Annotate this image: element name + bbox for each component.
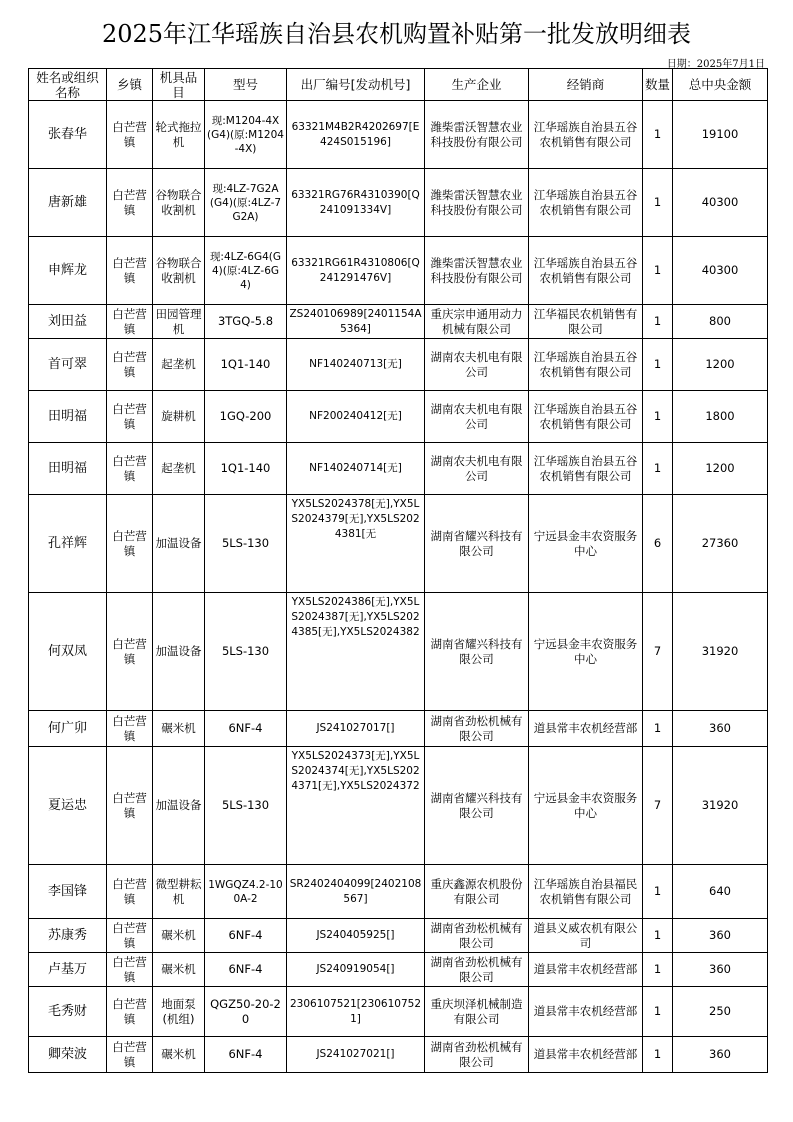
cell-dealer: 道县常丰农机经营部 <box>529 711 643 747</box>
table-row <box>29 169 768 237</box>
cell-name: 卢基万 <box>29 953 107 987</box>
cell-amount: 360 <box>673 919 768 953</box>
cell-town: 白芒营镇 <box>107 101 153 169</box>
cell-model: 1Q1-140 <box>205 339 287 391</box>
cell-qty: 1 <box>643 953 673 987</box>
cell-dealer: 江华瑶族自治县五谷农机销售有限公司 <box>529 101 643 169</box>
cell-qty: 1 <box>643 711 673 747</box>
cell-name: 申辉龙 <box>29 237 107 305</box>
cell-name: 张春华 <box>29 101 107 169</box>
cell-serial: YX5LS2024386[无],YX5LS2024387[无],YX5LS2024385[无],YX5LS2024382 <box>287 593 425 711</box>
cell-town: 白芒营镇 <box>107 237 153 305</box>
cell-amount: 360 <box>673 711 768 747</box>
cell-name: 刘田益 <box>29 305 107 339</box>
cell-model: 6NF-4 <box>205 1037 287 1073</box>
cell-dealer: 道县义威农机有限公司 <box>529 919 643 953</box>
cell-name: 孔祥辉 <box>29 495 107 593</box>
cell-item: 谷物联合收割机 <box>153 169 205 237</box>
cell-dealer: 宁远县金丰农资服务中心 <box>529 747 643 865</box>
cell-model: QGZ50-20-20 <box>205 987 287 1037</box>
cell-qty: 1 <box>643 339 673 391</box>
cell-name: 田明福 <box>29 443 107 495</box>
table-row <box>29 987 768 1037</box>
cell-serial: JS241027021[] <box>287 1037 425 1073</box>
cell-qty: 1 <box>643 987 673 1037</box>
cell-serial: NF140240714[无] <box>287 443 425 495</box>
cell-name: 毛秀财 <box>29 987 107 1037</box>
cell-item: 谷物联合收割机 <box>153 237 205 305</box>
cell-name: 卿荣波 <box>29 1037 107 1073</box>
header-name: 姓名或组织名称 <box>29 69 107 101</box>
cell-qty: 7 <box>643 747 673 865</box>
cell-amount: 1200 <box>673 443 768 495</box>
cell-dealer: 江华瑶族自治县五谷农机销售有限公司 <box>529 169 643 237</box>
cell-town: 白芒营镇 <box>107 305 153 339</box>
cell-amount: 31920 <box>673 747 768 865</box>
cell-serial: YX5LS2024373[无],YX5LS2024374[无],YX5LS2024371[无],YX5LS2024372 <box>287 747 425 865</box>
cell-serial: JS241027017[] <box>287 711 425 747</box>
cell-maker: 潍柴雷沃智慧农业科技股份有限公司 <box>425 237 529 305</box>
table-row <box>29 747 768 865</box>
cell-maker: 潍柴雷沃智慧农业科技股份有限公司 <box>425 169 529 237</box>
cell-maker: 潍柴雷沃智慧农业科技股份有限公司 <box>425 101 529 169</box>
cell-maker: 重庆坝泽机械制造有限公司 <box>425 987 529 1037</box>
cell-item: 地面泵(机组) <box>153 987 205 1037</box>
cell-serial: 63321M4B2R4202697[E424S015196] <box>287 101 425 169</box>
cell-town: 白芒营镇 <box>107 339 153 391</box>
cell-model: 3TGQ-5.8 <box>205 305 287 339</box>
cell-dealer: 宁远县金丰农资服务中心 <box>529 593 643 711</box>
cell-town: 白芒营镇 <box>107 747 153 865</box>
table-row <box>29 865 768 919</box>
table-row <box>29 495 768 593</box>
cell-model: 6NF-4 <box>205 919 287 953</box>
cell-model: 6NF-4 <box>205 711 287 747</box>
cell-qty: 1 <box>643 919 673 953</box>
cell-serial: ZS240106989[2401154A5364] <box>287 305 425 339</box>
cell-model: 5LS-130 <box>205 593 287 711</box>
header-model: 型号 <box>205 69 287 101</box>
cell-amount: 40300 <box>673 169 768 237</box>
cell-dealer: 江华福民农机销售有限公司 <box>529 305 643 339</box>
cell-amount: 800 <box>673 305 768 339</box>
cell-maker: 湖南农夫机电有限公司 <box>425 391 529 443</box>
cell-dealer: 江华瑶族自治县五谷农机销售有限公司 <box>529 391 643 443</box>
header-town: 乡镇 <box>107 69 153 101</box>
cell-maker: 湖南省耀兴科技有限公司 <box>425 747 529 865</box>
cell-amount: 40300 <box>673 237 768 305</box>
header-amount: 总中央金额 <box>673 69 768 101</box>
table-row <box>29 711 768 747</box>
cell-item: 碾米机 <box>153 953 205 987</box>
cell-maker: 湖南省劲松机械有限公司 <box>425 711 529 747</box>
table-row <box>29 593 768 711</box>
cell-amount: 27360 <box>673 495 768 593</box>
cell-town: 白芒营镇 <box>107 169 153 237</box>
cell-qty: 1 <box>643 443 673 495</box>
cell-maker: 湖南省耀兴科技有限公司 <box>425 593 529 711</box>
cell-serial: SR2402404099[2402108567] <box>287 865 425 919</box>
cell-model: 6NF-4 <box>205 953 287 987</box>
cell-qty: 1 <box>643 101 673 169</box>
cell-name: 首可翠 <box>29 339 107 391</box>
cell-amount: 1800 <box>673 391 768 443</box>
table-row <box>29 919 768 953</box>
cell-dealer: 道县常丰农机经营部 <box>529 953 643 987</box>
table-row <box>29 339 768 391</box>
cell-town: 白芒营镇 <box>107 443 153 495</box>
cell-dealer: 道县常丰农机经营部 <box>529 987 643 1037</box>
cell-item: 碾米机 <box>153 1037 205 1073</box>
cell-serial: NF200240412[无] <box>287 391 425 443</box>
cell-serial: JS240405925[] <box>287 919 425 953</box>
cell-maker: 湖南省劲松机械有限公司 <box>425 953 529 987</box>
cell-serial: YX5LS2024378[无],YX5LS2024379[无],YX5LS2024381[无 <box>287 495 425 593</box>
cell-item: 加温设备 <box>153 495 205 593</box>
cell-model: 5LS-130 <box>205 747 287 865</box>
cell-item: 碾米机 <box>153 919 205 953</box>
cell-town: 白芒营镇 <box>107 495 153 593</box>
cell-model: 1Q1-140 <box>205 443 287 495</box>
cell-dealer: 江华瑶族自治县五谷农机销售有限公司 <box>529 237 643 305</box>
cell-model: 现:M1204-4X(G4)(原:M1204-4X) <box>205 101 287 169</box>
cell-amount: 19100 <box>673 101 768 169</box>
report-date: 日期：2025年7月1日 <box>666 59 765 70</box>
table-row <box>29 101 768 169</box>
cell-serial: NF140240713[无] <box>287 339 425 391</box>
cell-maker: 重庆宗申通用动力机械有限公司 <box>425 305 529 339</box>
cell-name: 何广卯 <box>29 711 107 747</box>
cell-town: 白芒营镇 <box>107 1037 153 1073</box>
cell-qty: 1 <box>643 1037 673 1073</box>
cell-item: 轮式拖拉机 <box>153 101 205 169</box>
cell-model: 现:4LZ-7G2A(G4)(原:4LZ-7G2A) <box>205 169 287 237</box>
cell-dealer: 江华瑶族自治县五谷农机销售有限公司 <box>529 443 643 495</box>
cell-town: 白芒营镇 <box>107 919 153 953</box>
cell-serial: 63321RG61R4310806[Q241291476V] <box>287 237 425 305</box>
subsidy-table <box>28 68 768 1073</box>
cell-qty: 7 <box>643 593 673 711</box>
cell-model: 1WGQZ4.2-100A-2 <box>205 865 287 919</box>
cell-amount: 250 <box>673 987 768 1037</box>
cell-amount: 31920 <box>673 593 768 711</box>
cell-maker: 湖南省劲松机械有限公司 <box>425 919 529 953</box>
table-row <box>29 1037 768 1073</box>
cell-item: 微型耕耘机 <box>153 865 205 919</box>
cell-maker: 湖南农夫机电有限公司 <box>425 339 529 391</box>
cell-maker: 湖南农夫机电有限公司 <box>425 443 529 495</box>
header-dealer: 经销商 <box>529 69 643 101</box>
cell-town: 白芒营镇 <box>107 593 153 711</box>
cell-name: 夏运忠 <box>29 747 107 865</box>
cell-item: 起垄机 <box>153 443 205 495</box>
cell-dealer: 宁远县金丰农资服务中心 <box>529 495 643 593</box>
cell-amount: 1200 <box>673 339 768 391</box>
cell-name: 何双凤 <box>29 593 107 711</box>
cell-amount: 360 <box>673 1037 768 1073</box>
cell-town: 白芒营镇 <box>107 987 153 1037</box>
cell-town: 白芒营镇 <box>107 865 153 919</box>
cell-qty: 1 <box>643 237 673 305</box>
header-row <box>29 69 768 101</box>
cell-item: 旋耕机 <box>153 391 205 443</box>
cell-town: 白芒营镇 <box>107 953 153 987</box>
cell-item: 起垄机 <box>153 339 205 391</box>
header-maker: 生产企业 <box>425 69 529 101</box>
table-row <box>29 391 768 443</box>
table-row <box>29 305 768 339</box>
cell-name: 李国锋 <box>29 865 107 919</box>
cell-name: 苏康秀 <box>29 919 107 953</box>
cell-dealer: 江华瑶族自治县福民农机销售有限公司 <box>529 865 643 919</box>
cell-qty: 6 <box>643 495 673 593</box>
table-row <box>29 953 768 987</box>
table-row <box>29 237 768 305</box>
cell-qty: 1 <box>643 865 673 919</box>
cell-model: 1GQ-200 <box>205 391 287 443</box>
header-item: 机具品目 <box>153 69 205 101</box>
cell-item: 加温设备 <box>153 593 205 711</box>
cell-serial: 63321RG76R4310390[Q241091334V] <box>287 169 425 237</box>
table-row <box>29 443 768 495</box>
cell-town: 白芒营镇 <box>107 711 153 747</box>
cell-town: 白芒营镇 <box>107 391 153 443</box>
cell-maker: 湖南省劲松机械有限公司 <box>425 1037 529 1073</box>
cell-item: 田园管理机 <box>153 305 205 339</box>
cell-item: 加温设备 <box>153 747 205 865</box>
cell-amount: 640 <box>673 865 768 919</box>
cell-name: 唐新雄 <box>29 169 107 237</box>
cell-qty: 1 <box>643 391 673 443</box>
cell-model: 现:4LZ-6G4(G4)(原:4LZ-6G4) <box>205 237 287 305</box>
cell-amount: 360 <box>673 953 768 987</box>
cell-name: 田明福 <box>29 391 107 443</box>
cell-serial: 2306107521[2306107521] <box>287 987 425 1037</box>
cell-dealer: 江华瑶族自治县五谷农机销售有限公司 <box>529 339 643 391</box>
cell-qty: 1 <box>643 305 673 339</box>
cell-maker: 重庆鑫源农机股份有限公司 <box>425 865 529 919</box>
cell-qty: 1 <box>643 169 673 237</box>
cell-dealer: 道县常丰农机经营部 <box>529 1037 643 1073</box>
header-serial: 出厂编号[发动机号] <box>287 69 425 101</box>
cell-serial: JS240919054[] <box>287 953 425 987</box>
cell-model: 5LS-130 <box>205 495 287 593</box>
cell-item: 碾米机 <box>153 711 205 747</box>
header-qty: 数量 <box>643 69 673 101</box>
cell-maker: 湖南省耀兴科技有限公司 <box>425 495 529 593</box>
page-title: 2025年江华瑶族自治县农机购置补贴第一批发放明细表 <box>101 20 692 48</box>
